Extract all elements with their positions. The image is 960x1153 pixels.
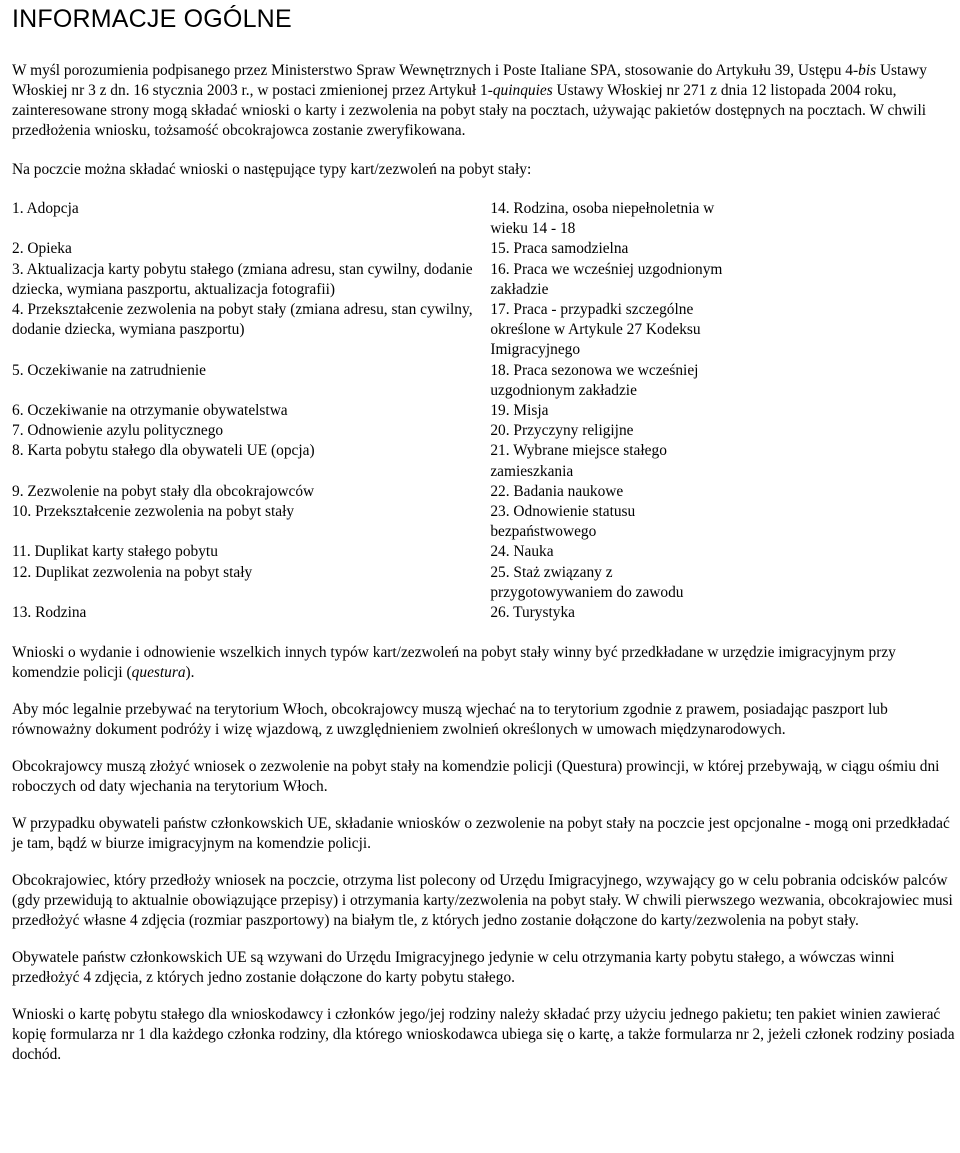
table-row — [12, 361, 732, 401]
page-title: INFORMACJE OGÓLNE — [12, 5, 292, 33]
table-row — [12, 199, 732, 239]
permit-type-left: 8. Karta pobytu stałego dla obywateli UE (opcja) — [12, 442, 315, 460]
table-row — [12, 542, 732, 562]
permit-type-right: 23. Odnowienie statusu bezpaństwowego — [490, 503, 636, 541]
permit-types-table — [12, 199, 732, 623]
permit-type-left: 3. Aktualizacja karty pobytu stałego (zmiana adresu, stan cywilny, dodanie dziecka, wymiana paszportu, aktualizacja fotografii) — [12, 260, 473, 298]
table-row — [12, 563, 732, 603]
permit-type-right: 24. Nauka — [490, 543, 554, 561]
permit-type-right: 25. Staż związany z przygotowywaniem do zawodu — [490, 563, 684, 601]
permit-type-right: 26. Turystyka — [490, 604, 575, 622]
permit-type-left: 7. Odnowienie azylu politycznego — [12, 422, 224, 440]
permit-type-left: 2. Opieka — [12, 240, 72, 258]
paragraph-registered-letter: Obcokrajowiec, który przedłoży wniosek na poczcie, otrzyma list polecony od Urzędu Imigracyjnego, wzywający go w celu pobrania odcisków palców (gdy przewidują to aktualnie obowiązujące przepisy) i otrzymania karty/zezwolenia na pobyt stały. W chwili pierwszego wezwania, obcokrajowiec musi przedłożyć własne 4 zdjęcia (rozmiar paszportowy) na białym tle, z których jedno zostanie dołączone do karty/zezwolenia na pobyt stały. — [12, 872, 953, 930]
permit-type-right: 20. Przyczyny religijne — [490, 422, 634, 440]
intro-paragraph — [12, 61, 956, 141]
table-row — [12, 260, 732, 300]
permit-type-left: 13. Rodzina — [12, 604, 87, 622]
intro-bis: bis — [858, 62, 877, 79]
paragraph-eu-citizens-photos: Obywatele państw członkowskich UE są wzywani do Urzędu Imigracyjnego jedynie w celu otrzymania karty pobytu stałego, a wówczas winni przedłożyć 4 zdjęcia, z których jedno zostanie dołączone do karty pobytu stałego. — [12, 949, 895, 987]
paragraph-eu-citizens-option: W przypadku obywateli państw członkowskich UE, składanie wniosków o zezwolenie na pobyt stały na poczcie jest opcjonalne - mogą oni przedkładać je tam, bądź w biurze imigracyjnym na komendzie policji. — [12, 815, 950, 853]
permit-types-body — [12, 199, 732, 623]
table-row — [12, 401, 732, 421]
permit-type-right: 22. Badania naukowe — [490, 482, 624, 500]
intro-text-1: W myśl porozumienia podpisanego przez Ministerstwo Spraw Wewnętrznych i Poste Italiane SPA, stosowanie do Artykułu 39, Ustępu 4- — [12, 62, 859, 79]
permit-type-right: 17. Praca - przypadki szczególne określone w Artykule 27 Kodeksu Imigracyjnego — [490, 301, 701, 359]
questura-text-1: Wnioski o wydanie i odnowienie wszelkich innych typów kart/zezwoleń na pobyt stały winny być przedkładane w urzędzie imigracyjnym przy komendzie policji ( — [12, 644, 896, 682]
permit-type-left: 9. Zezwolenie na pobyt stały dla obcokrajowców — [12, 482, 315, 500]
table-row — [12, 502, 732, 542]
permit-type-left: 6. Oczekiwanie na otrzymanie obywatelstwa — [12, 402, 288, 420]
document-page — [12, 0, 956, 1065]
intro-text-3: Ustawy Włoskiej nr 271 z dnia 12 listopada 2004 roku, zainteresowane strony mogą składać wnioski o karty i zezwolenia na pobyt stały na pocztach, używając pakietów dostępnych na pocztach. W chwili przedłożenia wniosku, tożsamość obcokrajowca zostanie zweryfikowana. — [12, 82, 927, 139]
table-row — [12, 421, 732, 441]
permit-type-left: 10. Przekształcenie zezwolenia na pobyt stały — [12, 503, 295, 521]
questura-text-2: ). — [185, 664, 195, 682]
intro-text-2: Ustawy Włoskiej nr 3 z dn. 16 stycznia 2003 r., w postaci zmienionej przez Artykuł 1- — [12, 62, 927, 99]
table-row — [12, 441, 732, 481]
paragraph-questura-application: Obcokrajowcy muszą złożyć wniosek o zezwolenie na pobyt stały na komendzie policji (Questura) prowincji, w której przebywają, w ciągu ośmiu dni roboczych od daty wjechania na terytorium Włoch. — [12, 758, 940, 796]
intro-quinquies: quinquies — [492, 82, 553, 99]
permit-type-left: 11. Duplikat karty stałego pobytu — [12, 543, 218, 561]
questura-word: questura — [131, 664, 186, 682]
permit-type-right: 15. Praca samodzielna — [490, 240, 629, 258]
permit-type-left: 4. Przekształcenie zezwolenia na pobyt stały (zmiana adresu, stan cywilny, dodanie dziecka, wymiana paszportu) — [12, 301, 473, 339]
table-row — [12, 482, 732, 502]
permit-type-right: 21. Wybrane miejsce stałego zamieszkania — [490, 442, 667, 480]
permit-type-right: 19. Misja — [490, 402, 549, 420]
table-row — [12, 300, 732, 361]
permit-type-right: 14. Rodzina, osoba niepełnoletnia w wieku 14 - 18 — [490, 200, 715, 238]
permit-type-left: 1. Adopcja — [12, 200, 79, 217]
paragraph-family-package: Wnioski o kartę pobytu stałego dla wnioskodawcy i członków jego/jej rodziny należy składać przy użyciu jednego pakietu; ten pakiet winien zawierać kopię formularza nr 1 dla każdego członka rodziny, dla którego wnioskodawca ubiega się o kartę, a także formularza nr 2, jeżeli członek rodziny posiada dochód. — [12, 1006, 955, 1064]
permit-type-right: 18. Praca sezonowa we wcześniej uzgodnionym zakładzie — [490, 361, 699, 399]
questura-paragraph — [12, 643, 956, 683]
permit-type-left: 12. Duplikat zezwolenia na pobyt stały — [12, 563, 253, 581]
table-row — [12, 603, 732, 623]
permit-type-right: 16. Praca we wcześniej uzgodnionym zakładzie — [490, 260, 723, 298]
permit-type-left: 5. Oczekiwanie na zatrudnienie — [12, 361, 206, 379]
list-intro: Na poczcie można składać wnioski o następujące typy kart/zezwoleń na pobyt stały: — [12, 161, 532, 178]
table-row — [12, 239, 732, 259]
paragraph-legal-stay: Aby móc legalnie przebywać na terytorium Włoch, obcokrajowcy muszą wjechać na to terytorium zgodnie z prawem, posiadając paszport lub równoważny dokument podróży i wizę wjazdową, z uwzględnieniem zwolnień określonych w umowach międzynarodowych. — [12, 701, 888, 739]
